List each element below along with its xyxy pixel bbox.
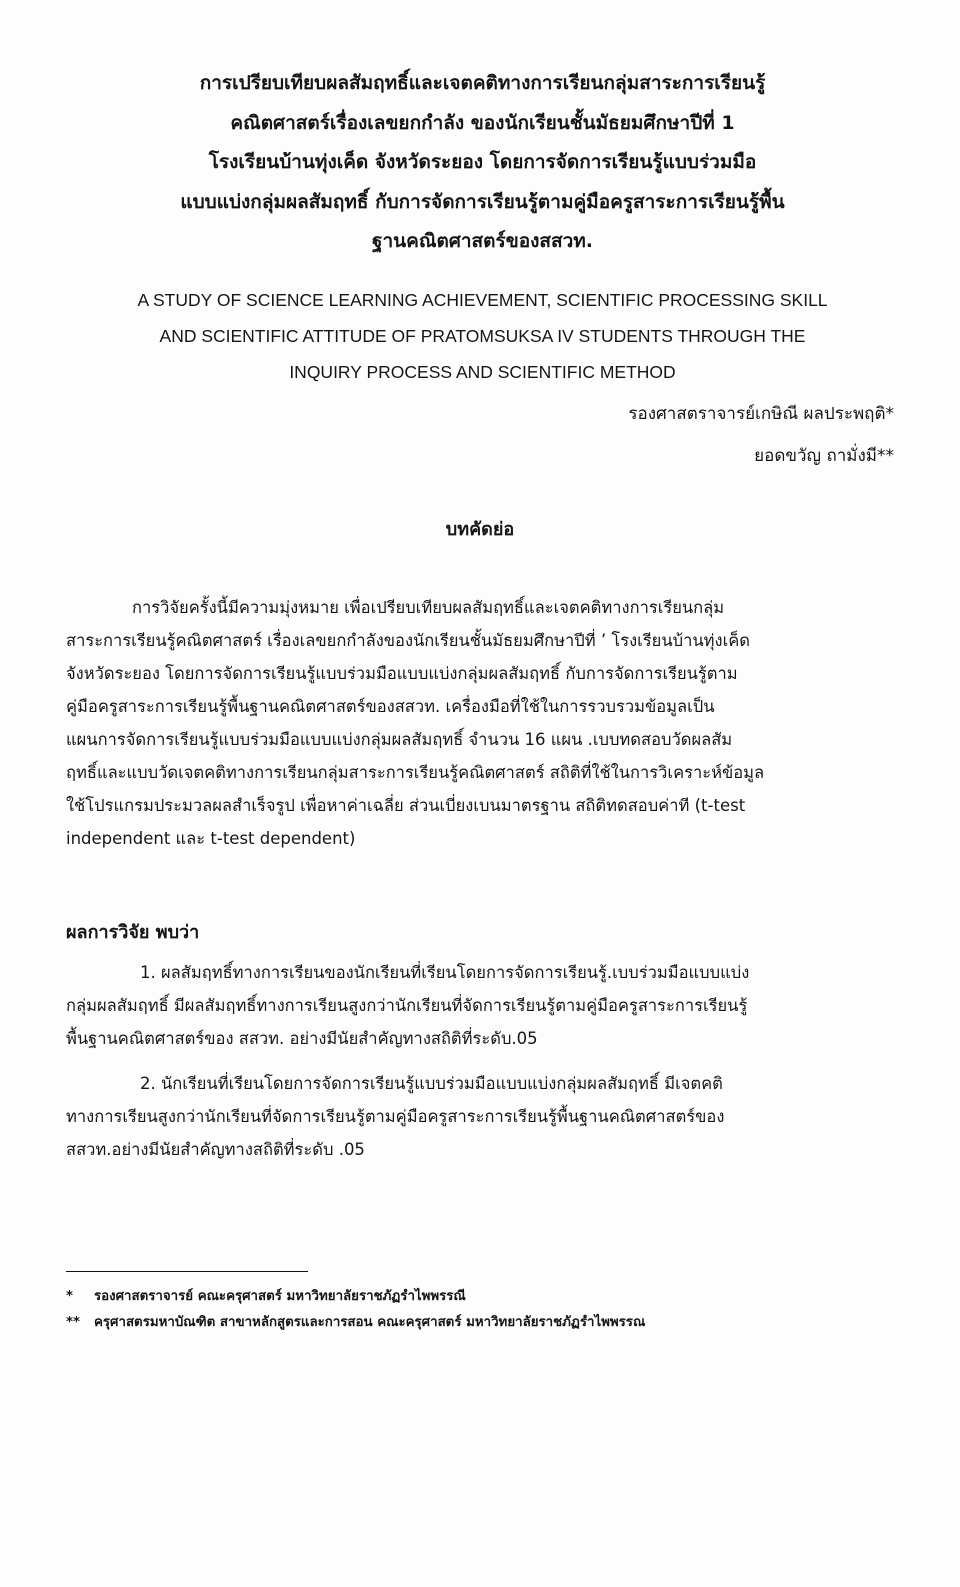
abstract-line: ใช้โปรแกรมประมวลผลสำเร็จรูป เพื่อหาค่าเฉลี่ย ส่วนเบี่ยงเบนมาตรฐาน สถิติทดสอบค่าที (t-test (66, 796, 746, 815)
footnote-mark: * (66, 1289, 73, 1304)
abstract-line: คู่มือครูสาระการเรียนรู้พื้นฐานคณิตศาสตร์ของสสวท. เครื่องมือที่ใช้ในการรวบรวมข้อมูลเป็น (66, 697, 715, 716)
thai-title-line: ฐานคณิตศาสตร์ของสสวท. (372, 230, 593, 252)
abstract-line: จังหวัดระยอง โดยการจัดการเรียนรู้แบบร่วมมือแบบแบ่งกลุ่มผลสัมฤทธิ์ กับการจัดการเรียนรู้ตาม (66, 664, 738, 683)
result-line: พื้นฐานคณิตศาสตร์ของ สสวท. อย่างมีนัยสำคัญทางสถิติที่ระดับ.05 (66, 1029, 538, 1048)
abstract-line: ฤทธิ์และแบบวัดเจตคติทางการเรียนกลุ่มสาระการเรียนรู้คณิตศาสตร์ สถิติที่ใช้ในการวิเคราะห์ข้อมูล (66, 763, 765, 782)
footnote-2 (66, 1311, 645, 1332)
footnote-mark: ** (66, 1315, 80, 1330)
thai-title-line: การเปรียบเทียบผลสัมฤทธิ์และเจตคติทางการเรียนกลุ่มสาระการเรียนรู้ (199, 72, 766, 94)
english-title-line: AND SCIENTIFIC ATTITUDE OF PRATOMSUKSA IV STUDENTS THROUGH THE (159, 326, 806, 346)
abstract-line: การวิจัยครั้งนี้มีความมุ่งหมาย เพื่อเปรียบเทียบผลสัมฤทธิ์และเจตคติทางการเรียนกลุ่ม (132, 598, 725, 617)
english-title-line: A STUDY OF SCIENCE LEARNING ACHIEVEMENT, SCIENTIFIC PROCESSING SKILL (137, 290, 828, 310)
abstract-line: สาระการเรียนรู้คณิตศาสตร์ เรื่องเลขยกกำลังของนักเรียนชั้นมัธยมศึกษาปีที่ ’ โรงเรียนบ้านทุ่งเค็ด (66, 631, 750, 650)
result-line: ทางการเรียนสูงกว่านักเรียนที่จัดการเรียนรู้ตามคู่มือครูสาระการเรียนรู้พื้นฐานคณิตศาสตร์ของ (66, 1107, 725, 1126)
abstract-heading: บทคัดย่อ (445, 519, 515, 540)
thai-title (60, 64, 905, 262)
abstract-line: แผนการจัดการเรียนรู้แบบร่วมมือแบบแบ่งกลุ่มผลสัมฤทธิ์ จำนวน 16 แผน .เบบทดสอบวัดผลสัม (66, 730, 733, 749)
footnote-divider (66, 1271, 308, 1272)
thai-title-line: โรงเรียนบ้านทุ่งเค็ด จังหวัดระยอง โดยการจัดการเรียนรู้แบบร่วมมือ (208, 151, 757, 173)
author-secondary: ยอดขวัญ ถามั่งมี** (754, 446, 894, 466)
result-item-2 (66, 1067, 886, 1166)
english-title-line: INQUIRY PROCESS AND SCIENTIFIC METHOD (289, 362, 676, 382)
footnote-1 (66, 1285, 466, 1306)
results-heading: ผลการวิจัย พบว่า (66, 922, 200, 943)
abstract-line: independent และ t-test dependent) (66, 829, 356, 848)
result-item-1 (66, 956, 886, 1055)
author-primary: รองศาสตราจารย์เกษิณี ผลประพฤติ* (628, 404, 894, 424)
result-line: สสวท.อย่างมีนัยสำคัญทางสถิติที่ระดับ .05 (66, 1140, 365, 1159)
footnote-text: รองศาสตราจารย์ คณะครุศาสตร์ มหาวิทยาลัยราชภัฏรำไพพรรณี (94, 1289, 466, 1304)
thai-title-line: คณิตศาสตร์เรื่องเลขยกกำลัง ของนักเรียนชั้นมัธยมศึกษาปีที่ 1 (230, 111, 735, 134)
result-line: กลุ่มผลสัมฤทธิ์ มีผลสัมฤทธิ์ทางการเรียนสูงกว่านักเรียนที่จัดการเรียนรู้ตามคู่มือครูสาระการเรียนรู้ (66, 996, 748, 1015)
result-line: 1. ผลสัมฤทธิ์ทางการเรียนของนักเรียนที่เรียนโดยการจัดการเรียนรู้.เบบร่วมมือแบบแบ่ง (140, 963, 750, 982)
thai-title-line: แบบแบ่งกลุ่มผลสัมฤทธิ์ กับการจัดการเรียนรู้ตามคู่มือครูสาระการเรียนรู้พื้น (180, 190, 785, 213)
result-line: 2. นักเรียนที่เรียนโดยการจัดการเรียนรู้แบบร่วมมือแบบแบ่งกลุ่มผลสัมฤทธิ์ มีเจตคติ (140, 1074, 723, 1093)
footnote-text: ครุศาสตรมหาบัณฑิต สาขาหลักสูตรและการสอน คณะครุศาสตร์ มหาวิทยาลัยราชภัฏรำไพพรรณ (94, 1315, 646, 1330)
english-title (40, 282, 925, 390)
abstract-paragraph (66, 591, 886, 855)
